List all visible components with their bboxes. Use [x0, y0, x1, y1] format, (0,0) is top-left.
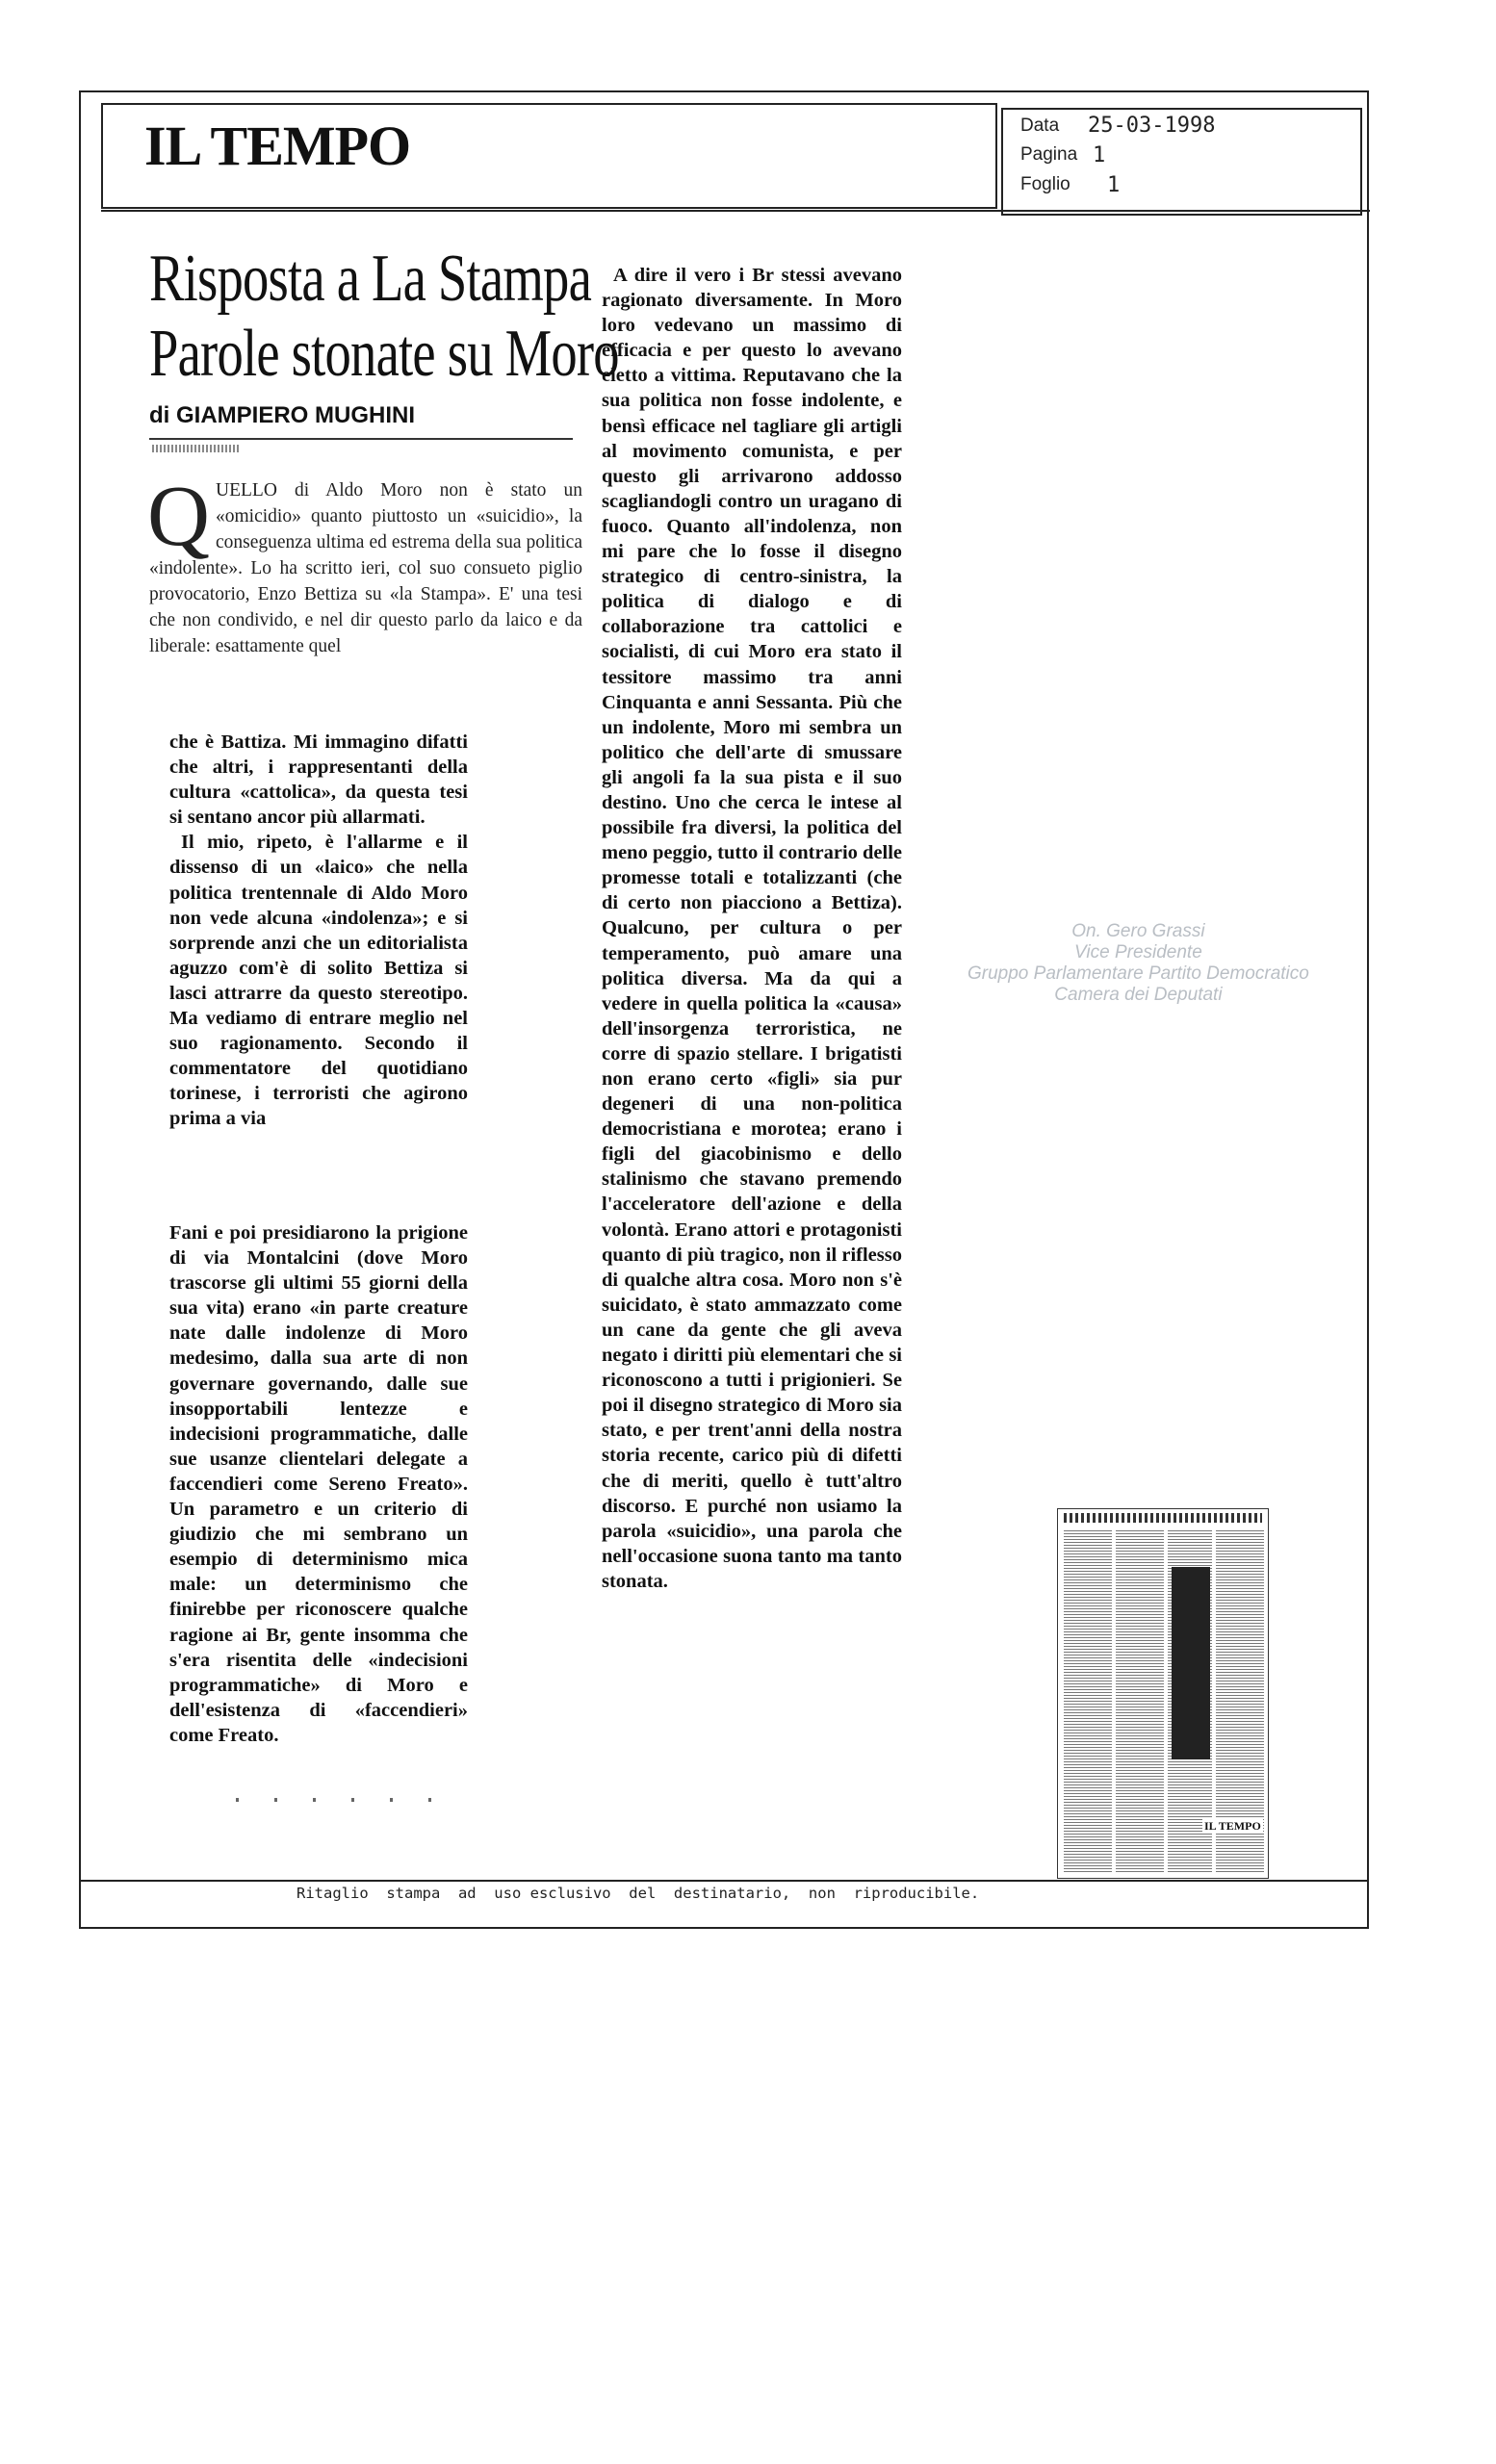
stamp-line: Vice Presidente	[1074, 942, 1202, 962]
paragraph: Fani e poi presidiarono la prigione di via Montalcini (dove Moro trascorse gli ultimi 55 giorni della sua vita) erano «in parte creature nate dalle indolenze di Moro medesimo, dalla sua arte di non governare governando, dalle sue insopportabili lentezze e indecisioni programmatiche, dalle sue usanze clientelari delegate a faccendieri come Sereno Freato». Un parametro e un criterio di giudizio che mi sembrano un esempio di determinismo mica male: un determinismo che finirebbe per riconoscere qualche ragione ai Br, gente insomma che s'era risentita delle «indecisioni programmatiche» di Moro e dell'esistenza di «faccendieri» come Freato.	[169, 1222, 468, 1746]
stamp-line: Gruppo Parlamentare Partito Democratico	[967, 963, 1309, 984]
thumbnail-logo: IL TEMPO	[1204, 1819, 1261, 1833]
watermark-stamp	[967, 921, 1309, 1006]
headline-line-2: Parole stonate su Moro	[149, 317, 619, 391]
date-value: 25-03-1998	[1088, 114, 1216, 138]
thumbnail-column	[1116, 1530, 1164, 1872]
sheet-label: Foglio	[1020, 174, 1070, 194]
paragraph: Il mio, ripeto, è l'allarme e il dissenso di un «laico» che nella politica trentennale di Aldo Moro non vede alcuna «indolenza»; e si sorprende anzi che un editorialista aguzzo com'è di solito Bettiza si lasci attrarre da questo stereotipo. Ma vediamo di entrare meglio nel suo ragionamento. Secondo il commentatore del quotidiano torinese, i terroristi che agirono prima a via	[169, 832, 468, 1130]
paragraph: che è Battiza. Mi immagino difatti che altri, i rappresentanti della cultura «cattolica», da questa tesi si sentano ancor più allarmati.	[169, 732, 468, 829]
intro-text: UELLO di Aldo Moro non è stato un «omicidio» quanto piuttosto un «suicidio», la conseguenza ultima ed estrema della sua politica «indolente». Lo ha scritto ieri, col suo consueto piglio provocatorio, Enzo Bettiza su «la Stampa». E' una tesi che non condivido, e nel dir questo parlo da laico e da liberale: esattamente quel	[149, 480, 582, 656]
footer-rule	[79, 1880, 1369, 1882]
column-1-lower	[169, 1220, 468, 1748]
byline-ornament	[152, 445, 239, 452]
cut-text-fragment	[236, 1798, 467, 1802]
paragraph: A dire il vero i Br stessi avevano ragionato diversamente. In Moro loro vedevano un massimo di efficacia e per questo lo avevano eletto a vittima. Reputavano che la sua politica non fosse indolente, e bensì efficace nel tagliare gli artigli al movimento comunista, e per questo gli arrivarono addosso scagliandogli contro un uragano di fuoco. Quanto all'indolenza, non mi pare che lo fosse il disegno strategico di centro-sinistra, la politica di dialogo e di collaborazione tra cattolici e socialisti, di cui Moro era stato il tessitore massimo tra anni Cinquanta e anni Sessanta. Più che un indolente, Moro mi sembra un politico che dell'arte di smussare gli angoli fa la sua pista e il suo destino. Uno che cerca le intese al possibile fra diversi, la politica del meno peggio, tutto il contrario delle promesse totali e totalizzanti (che di certo non piacciono a Bettiza). Qualcuno, per cultura o per temperamento, può amare una politica diversa. Ma da qui a vedere in quella politica la «causa» dell'insorgenza terroristica, ne corre di spazio stellare. I brigatisti non erano certo «figli» sia pur degeneri di una non-politica democristiana e morotea; erano i figli del giacobinismo e dello stalinismo che stavano premendo l'acceleratore dell'azione e della volontà. Erano attori e protagonisti quanto di più tragico, non il riflesso di qualche altra cosa. Moro non s'è suicidato, è stato ammazzato come un cane da gente che gli aveva negato i diritti più elementari che si riconoscono a tutti i prigionieri. Se poi il disegno strategico di Moro sia stato, e per trent'anni della nostra storia recente, carico più di difetti che di meriti, quello è tutt'altro discorso. E purché non usiamo la parola «suicidio», una parola che nell'occasione suona tanto ma tanto stonata.	[602, 265, 903, 1592]
drop-cap: Q	[147, 469, 210, 564]
stamp-line: Camera dei Deputati	[1054, 985, 1223, 1005]
thumbnail-column	[1064, 1530, 1112, 1872]
byline: di GIAMPIERO MUGHINI	[149, 402, 415, 428]
newspaper-logo: IL TEMPO	[144, 115, 411, 177]
byline-rule	[149, 438, 573, 440]
page-value: 1	[1093, 143, 1106, 167]
thumbnail-header	[1064, 1513, 1262, 1523]
date-label: Data	[1020, 116, 1060, 136]
article-intro	[147, 469, 582, 659]
stamp-line: On. Gero Grassi	[1071, 921, 1205, 941]
footer-note: Ritaglio stampa ad uso esclusivo del destinatario, non riproducibile.	[297, 1885, 980, 1902]
headline-line-1: Risposta a La Stampa	[149, 242, 592, 316]
page-thumbnail	[1057, 1508, 1269, 1879]
header-rule	[101, 210, 1370, 212]
thumbnail-highlighted-article	[1172, 1567, 1210, 1759]
page-label: Pagina	[1020, 144, 1078, 165]
sheet-value: 1	[1107, 173, 1121, 197]
column-1-upper	[169, 730, 468, 1132]
column-2	[602, 263, 902, 1594]
